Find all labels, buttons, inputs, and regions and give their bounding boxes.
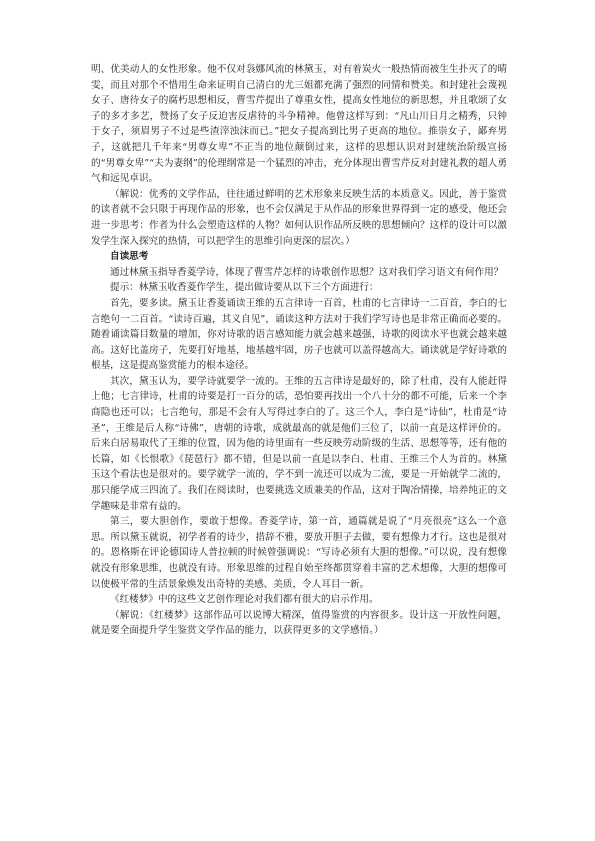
point-two-paragraph: 其次，黛玉认为，要学诗就要学一流的。王维的五言律诗是最好的，除了杜甫，没有人能赶得上他；七言律诗，杜甫的诗要是打一百分的话，恐怕要再找出一个八十分的都不可能，后来一个李商隐也还可以；七言绝句，那是不会有人写得过李白的了。这三个人，李白是“诗仙”，杜甫是“诗圣”，王维是后人称“诗佛”，唐朝的诗歌，成就最高的就是他们三位了，以前一直是这样评价的。后来白居易取代了王维的位置，因为他的诗里面有一些反映劳动阶级的生活、思想等等，还有他的长篇，如《长恨歌》《琵琶行》都不错，但是以前一直是以李白、杜甫、王维三个人为首的。林黛玉这个看法也是很对的。要学就学一流的，学不到一流还可以成为二流，要是一开始就学二流的，那只能学成三四流了。我们在阅读时，也要挑选文质兼美的作品，这对于陶冶情操，培养纯正的文学趣味是非常有益的。 [91, 375, 507, 512]
body-paragraph: 明、优美动人的女性形象。他不仅对袅娜风流的林黛玉，对有着炭火一般热情而被生生扑灭了的晴雯，而且对那个不惜用生命来证明自己清白的尤三姐都充满了强烈的同情和赞美。和封建社会蔑视女子、唐待女子的腐朽思想相反，曹雪芹提出了尊重女性，提高女性地位的新思想，并且歌颂了女子的多才多艺，赞扬了女子反迫害反虐待的斗争精神。他曾这样写到：“凡山川日月之精秀，只钟于女子，须眉男子不过是些渣滓浊沫而已。”把女子提高到比男子更高的地位。推崇女子，鄙弃男子，这就把几千年来“男尊女卑”不正当的地位颠倒过来，这样的思想认识对封建统治阶级宣扬的“男尊女卑”“夫为妻纲”的伦理纲常是一个猛烈的冲击，充分体现出曹雪芹反对封建礼教的超人勇气和远见卓识。 [91, 64, 507, 185]
point-one-paragraph: 首先，要多读。黛玉让香菱诵读王维的五言律诗一百首，杜甫的七言律诗一二百首，李白的七言绝句一二百首。“读诗百遍，其义自见”，诵读这种方法对于我们学写诗也是非常正确而必要的。随着诵读篇目数量的增加，你对诗歌的语言感知能力就会越来越强，诗歌的阅读水平也就会越来越高。这好比盖房子，先要打好地基，地基越牢固，房子也就可以盖得越高大。诵读就是学好诗歌的根基，这是提高鉴赏能力的根本途径。 [91, 297, 507, 372]
conclusion-paragraph: 《红楼梦》中的这些文艺创作理论对我们都有很大的启示作用。 [110, 594, 379, 606]
section-heading: 自读思考 [110, 251, 149, 263]
commentary-paragraph: （解说：优秀的文学作品，往往通过鲜明的艺术形象来反映生活的本质意义。因此，善于鉴赏的读者就不会只限于再现作品的形象，也不会仅满足于从作品的形象世界得到一定的感受，他还会进一步思考：作者为什么会塑造这样的人物？如何认识作品所反映的思想倾向？这样的设计可以激发学生深入探究的热情，可以把学生的思维引向更深的层次。） [91, 188, 507, 247]
document-page [91, 62, 507, 639]
point-three-paragraph: 第三，要大胆创作，要敢于想像。香菱学诗，第一首，通篇就是说了“月亮很亮”这么一个意思。所以黛玉就说，初学者看的诗少，措辞不雅，要放开胆子去做，要有想像力才行。这也是很对的。恩格斯在评论德国诗人普拉顿的时候曾强调说：“写诗必须有大胆的想像。”可以说，没有想像就没有形象思维，也就没有诗。形象思维的过程自始至终都贯穿着丰富的艺术想像，大胆的想像可以使极平常的生活景象焕发出奇特的美感、美质，令人耳目一新。 [91, 516, 507, 590]
commentary-paragraph-2: （解说：《红楼梦》这部作品可以说博大精深，值得鉴赏的内容很多。设计这一开放性问题，就是要全面提升学生鉴赏文学作品的能力，以获得更多的文学感悟。） [91, 609, 507, 637]
question-paragraph: 通过林黛玉指导香菱学诗，体现了曹雪芹怎样的诗歌创作思想？这对我们学习语文有何作用？ [110, 266, 504, 278]
hint-paragraph: 提示：林黛玉收香菱作学生，提出做诗要从以下三个方面进行： [110, 282, 379, 294]
